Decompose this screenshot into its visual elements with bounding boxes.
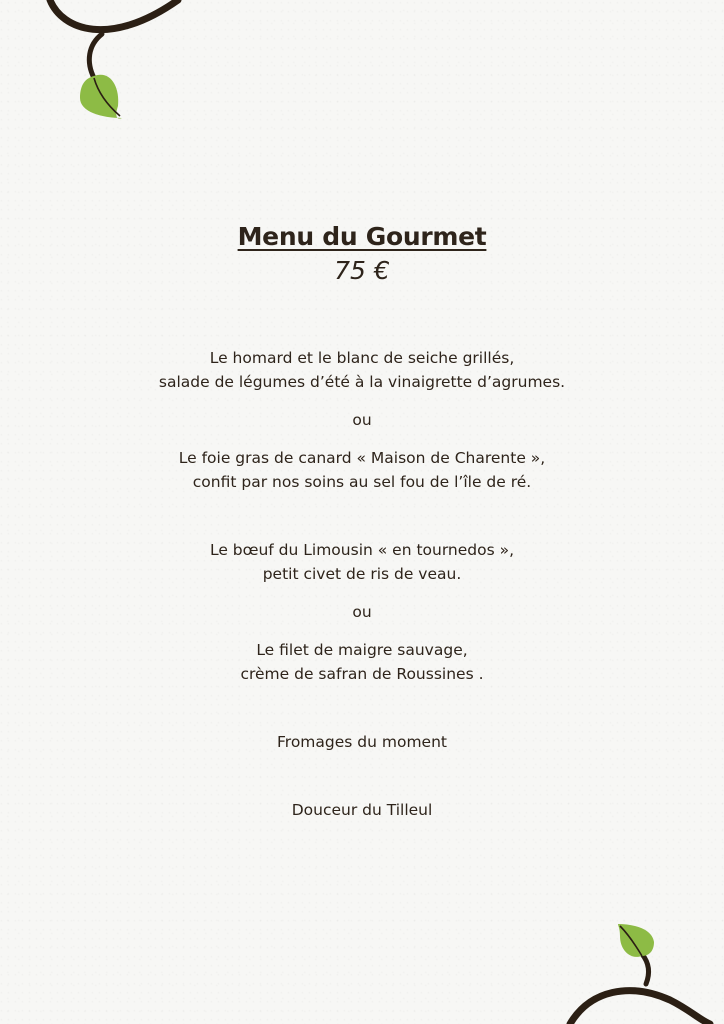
main-2-line-1: Le filet de maigre sauvage, (256, 641, 468, 659)
starter-option-1 (0, 346, 724, 394)
cheese-course: Fromages du moment (277, 733, 447, 751)
starter-1-line-1: Le homard et le blanc de seiche grillés, (209, 349, 515, 367)
main-1-line-1: Le bœuf du Limousin « en tournedos », (209, 541, 515, 559)
main-option-1 (0, 538, 724, 586)
starter-2-line-2: confit par nos soins au sel fou de l’île de ré. (192, 473, 532, 491)
main-option-2 (0, 638, 724, 686)
starters-section (0, 346, 724, 494)
main-1-line-2: petit civet de ris de veau. (262, 565, 462, 583)
starter-2-line-1: Le foie gras de canard « Maison de Charente », (178, 449, 546, 467)
starter-1-line-2: salade de légumes d’été à la vinaigrette d’agrumes. (158, 373, 566, 391)
menu-price: 75 € (334, 256, 390, 285)
branch-leaf-ornament-top (40, 0, 190, 125)
menu-title: Menu du Gourmet (237, 222, 487, 251)
starter-option-2 (0, 446, 724, 494)
main-2-line-2: crème de safran de Roussines . (240, 665, 484, 683)
mains-section (0, 538, 724, 686)
dessert-course: Douceur du Tilleul (291, 801, 433, 819)
menu-card (0, 220, 724, 822)
main-separator-or: ou (352, 603, 372, 621)
branch-leaf-ornament-bottom (560, 920, 724, 1024)
starter-separator-or: ou (352, 411, 372, 429)
